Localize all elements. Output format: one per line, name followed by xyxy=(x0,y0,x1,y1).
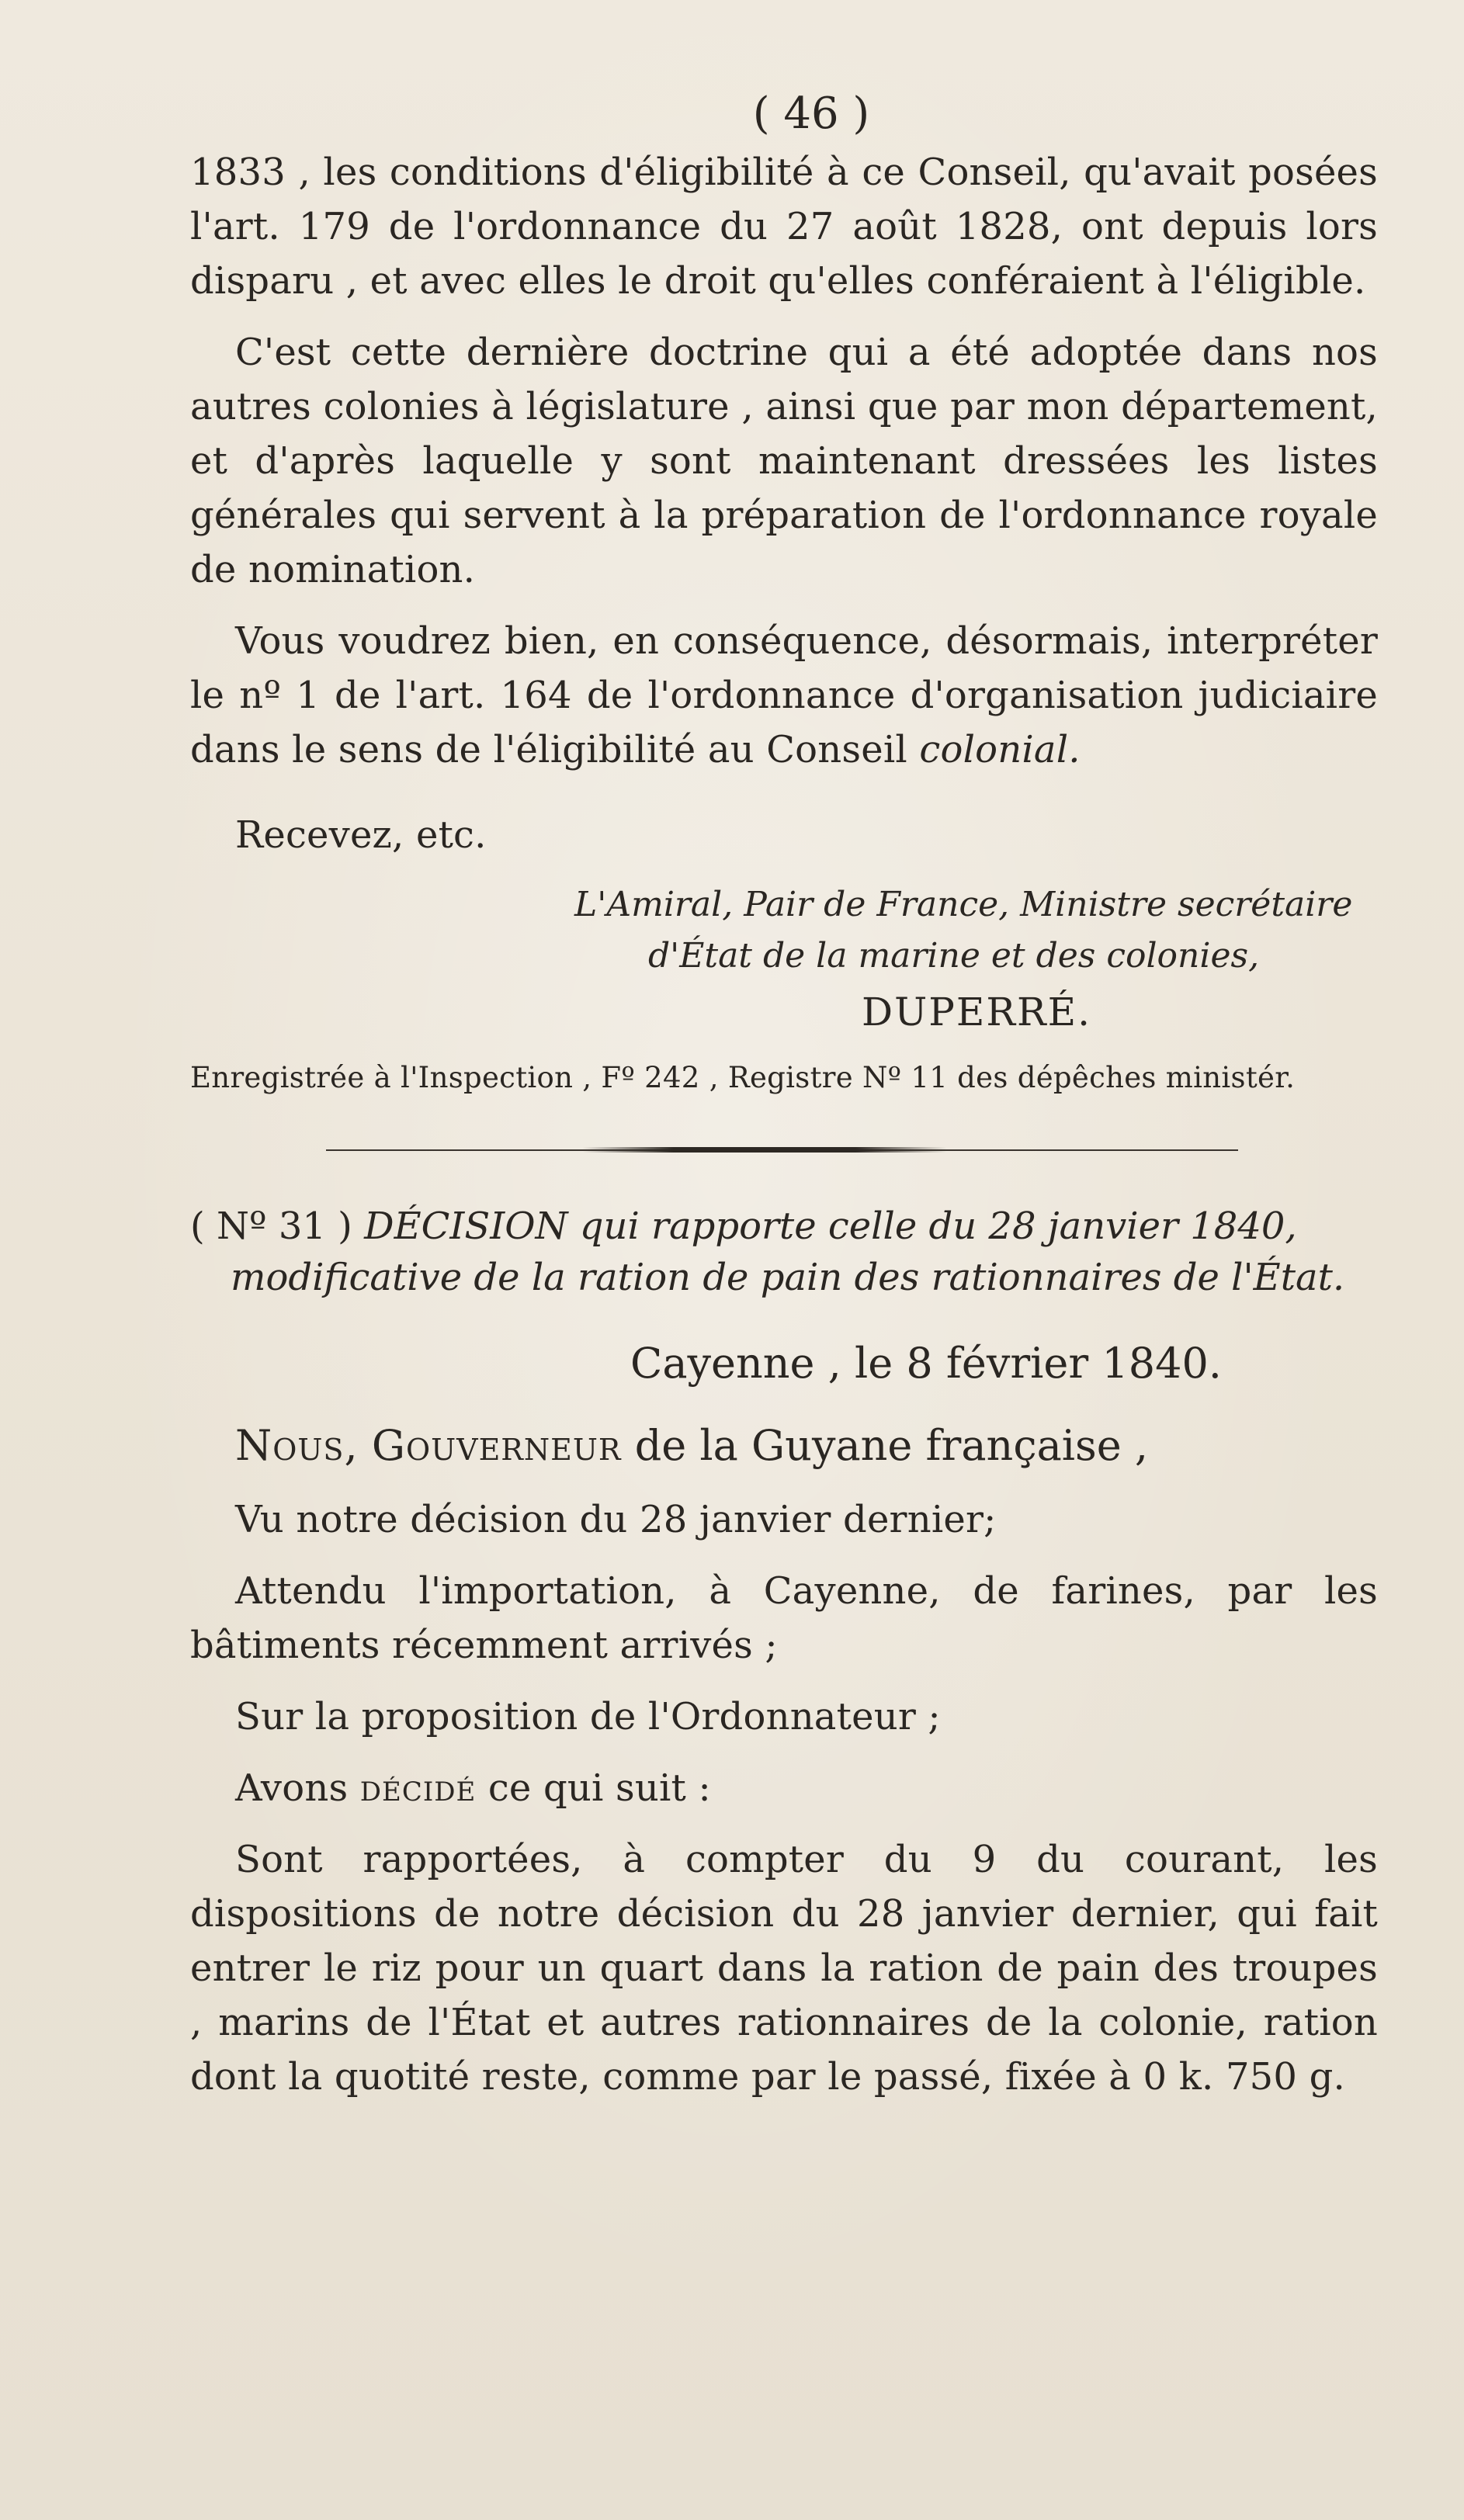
dateline: Cayenne , le 8 février 1840. xyxy=(630,1339,1222,1388)
signature-title xyxy=(574,879,1378,982)
decision-title-line-2: modificative de la ration de pain des rationnaires de l'État. xyxy=(231,1256,1345,1299)
decided-line xyxy=(190,1761,1378,1815)
signature-line-1: L'Amiral, Pair de France, Ministre secrétaire xyxy=(574,885,1353,924)
interpretation-text: Vous voudrez bien, en conséquence, désormais, interpréter le nº 1 de l'art. 164 de l'ordonnance d'organisation judiciaire dans le sens de l'éligibilité au Conseil xyxy=(190,619,1378,771)
decision-number: ( Nº 31 ) xyxy=(190,1205,352,1248)
consideration-vu: Vu notre décision du 28 janvier dernier; xyxy=(235,1498,997,1541)
interpretation-italic-word: colonial. xyxy=(919,728,1081,771)
page-content xyxy=(190,89,1378,2104)
decided-pre: Avons xyxy=(235,1766,349,1810)
page-number: ( 46 ) xyxy=(752,88,870,139)
closing-formula: Recevez, etc. xyxy=(235,813,487,857)
decision-title-line-1: DÉCISION qui rapporte celle du 28 janvier 1840, xyxy=(364,1205,1297,1248)
address-title: Gouverneur xyxy=(371,1421,622,1470)
decided-post: ce qui suit : xyxy=(487,1766,711,1810)
signature-name: DUPERRÉ. xyxy=(862,990,1092,1035)
address-rest: de la Guyane française , xyxy=(634,1421,1149,1470)
signature-line-2: d'État de la marine et des colonies, xyxy=(648,936,1260,976)
decided-word: décidé xyxy=(359,1766,477,1810)
consideration-attendu: Attendu l'importation, à Cayenne, de farines, par les bâtiments récemment arrivés ; xyxy=(190,1569,1378,1667)
consideration-proposition: Sur la proposition de l'Ordonnateur ; xyxy=(235,1695,941,1738)
registration-note: Enregistrée à l'Inspection , Fº 242 , Registre Nº 11 des dépêches ministér. xyxy=(190,1061,1296,1094)
paragraph-interpretation xyxy=(190,614,1378,777)
governor-address xyxy=(235,1416,1378,1475)
final-paragraph: Sont rapportées, à compter du 9 du courant, les dispositions de notre décision du 28 janvier dernier, qui fait entrer le riz pour un quart dans la ration de pain des troupes , marins de l'État et autres rationnaires de la colonie, ration dont la quotité reste, comme par le passé, fixée à 0 k. 750 g. xyxy=(190,1838,1378,2099)
paragraph-doctrine: C'est cette dernière doctrine qui a été adoptée dans nos autres colonies à législature , ainsi que par mon département, et d'après laquelle y sont maintenant dressées les listes générales qui servent à la préparation de l'ordonnance royale de nomination. xyxy=(190,331,1378,591)
address-first: Nous, xyxy=(235,1421,359,1470)
decision-heading xyxy=(190,1201,1378,1303)
paragraph-eligibility: 1833 , les conditions d'éligibilité à ce Conseil, qu'avait posées l'art. 179 de l'ordonnance du 27 août 1828, ont depuis lors disparu , et avec elles le droit qu'elles conféraient à l'éligible. xyxy=(190,151,1378,303)
section-divider xyxy=(326,1145,1238,1156)
